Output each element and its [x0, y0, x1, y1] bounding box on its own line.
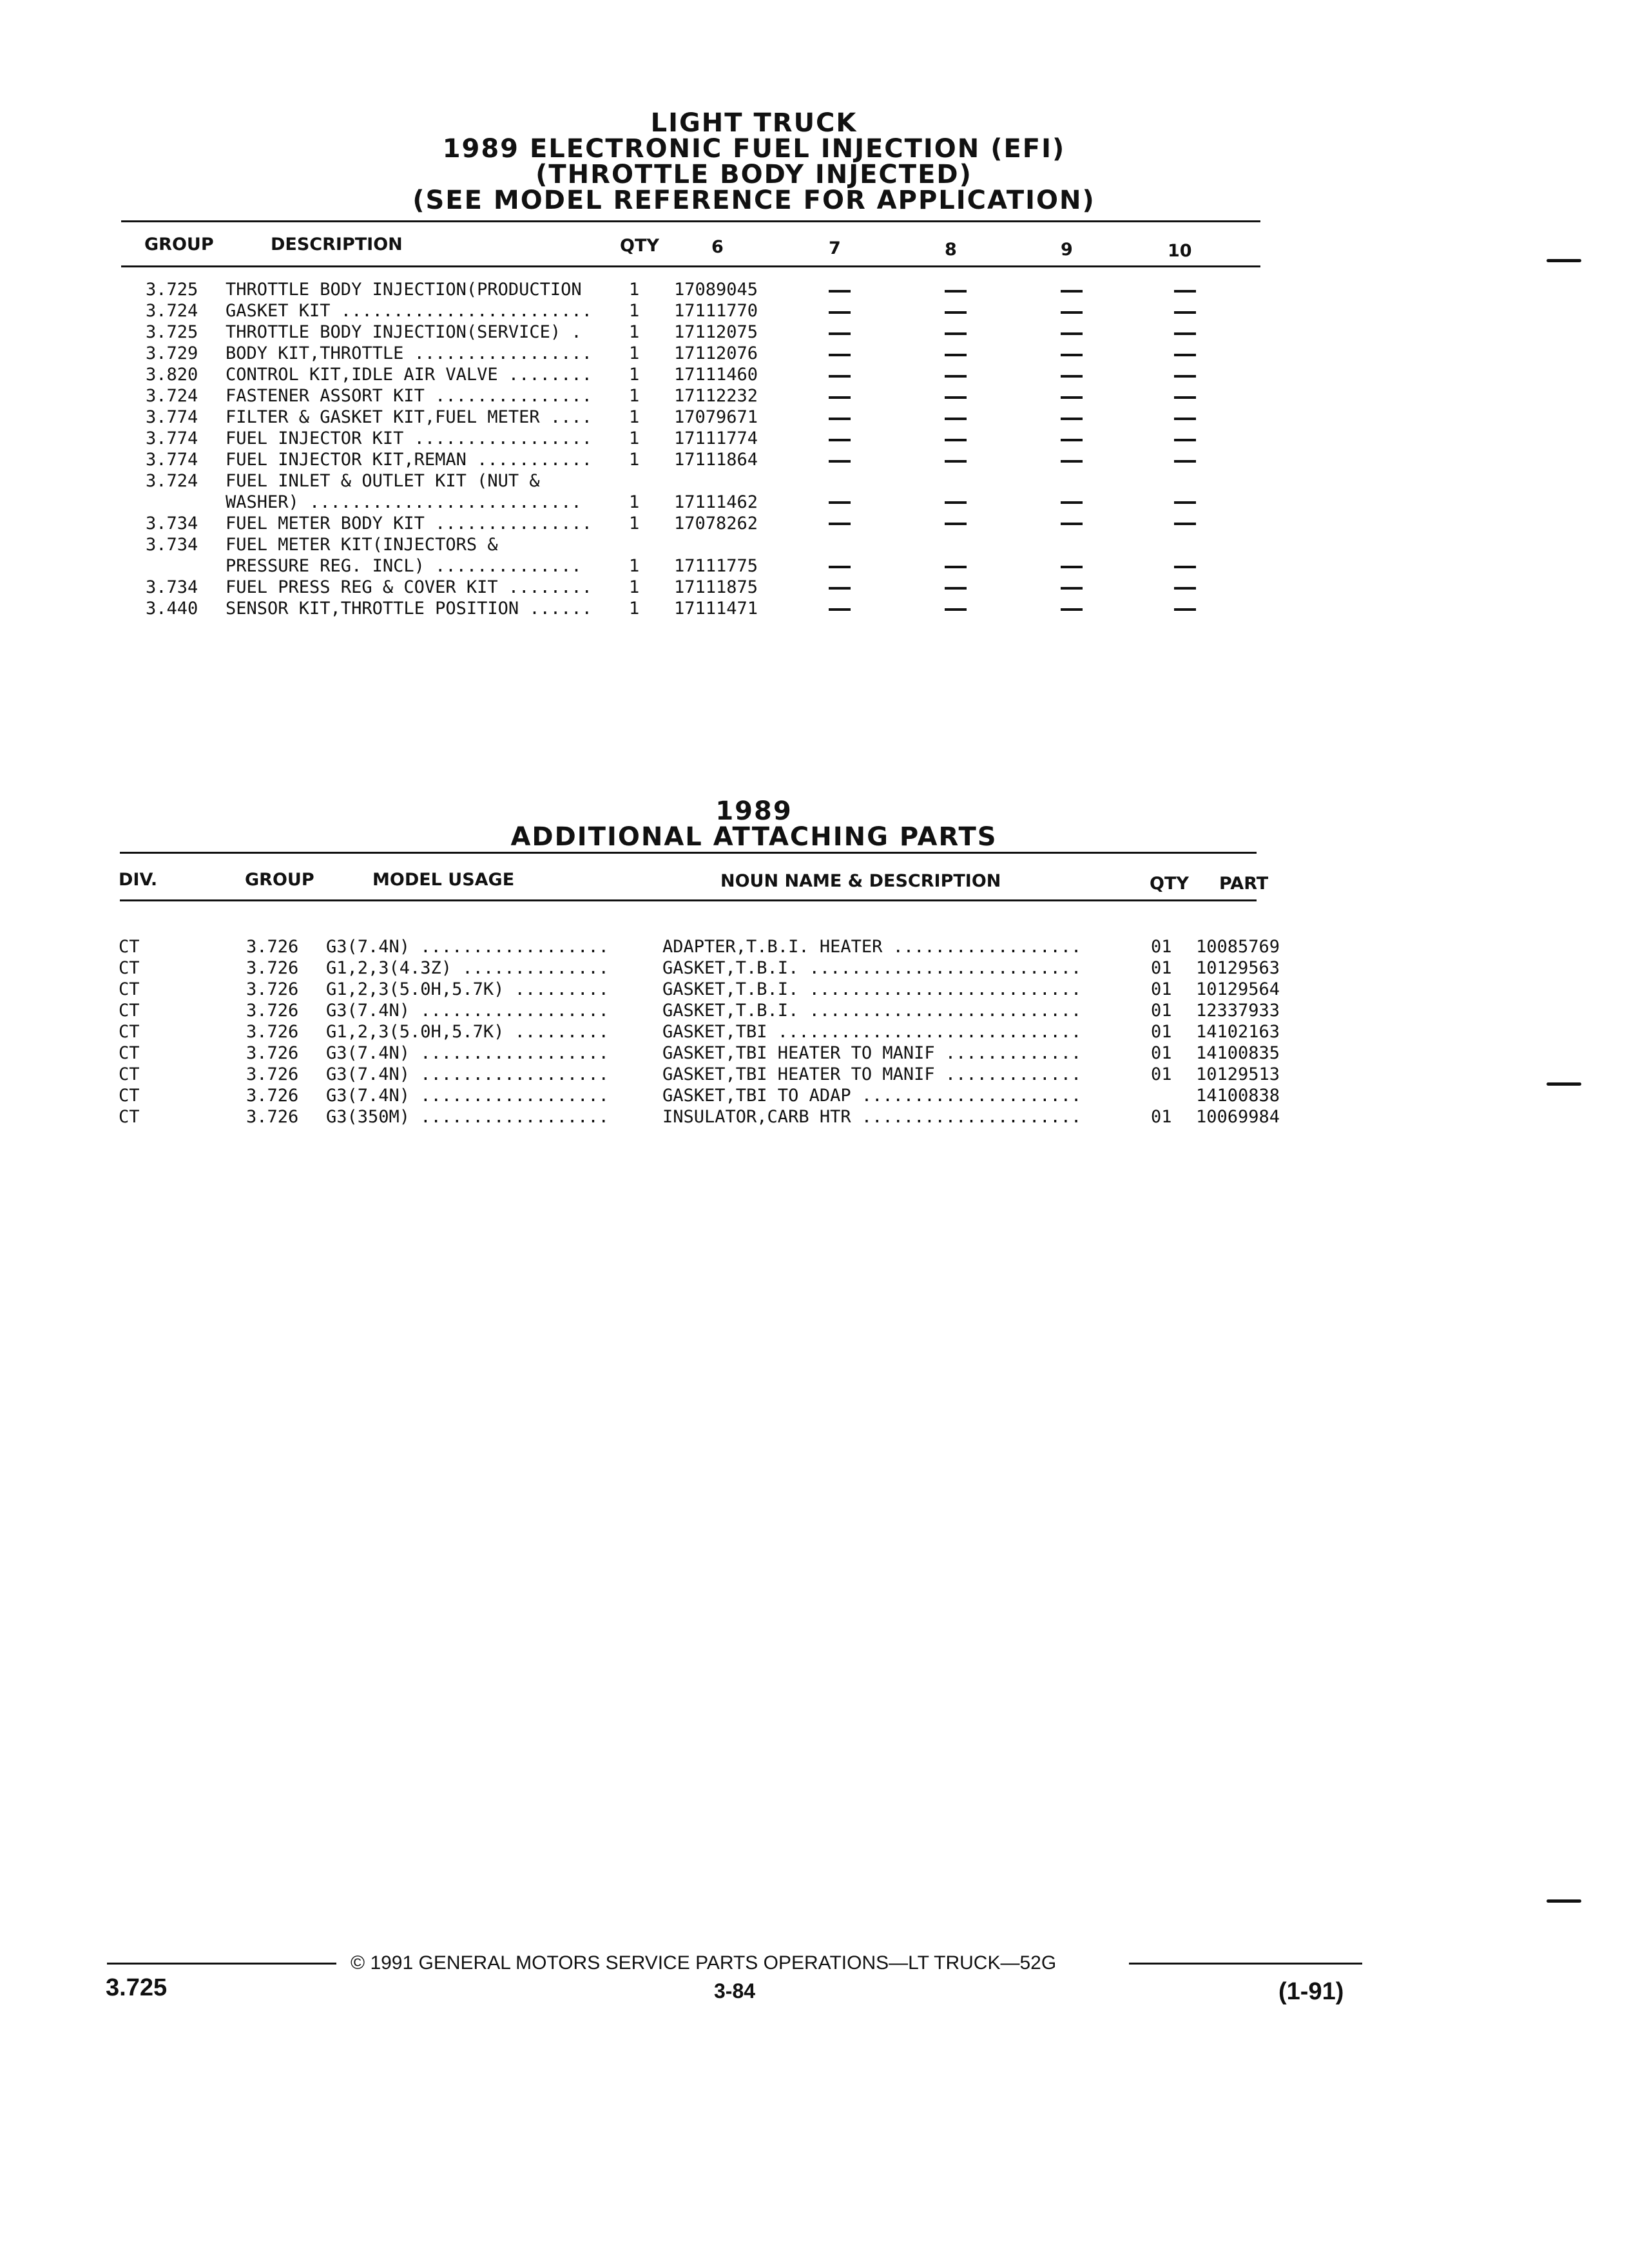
qty-cell: 1	[629, 343, 640, 363]
row-marks	[0, 352, 1629, 374]
row-marks	[0, 437, 1629, 459]
model-usage-cell: G1,2,3(4.3Z) ..............	[326, 958, 609, 978]
dash-mark	[1174, 439, 1196, 441]
dash-mark	[829, 375, 851, 378]
dash-mark	[1174, 460, 1196, 463]
group-cell: 3.774	[146, 428, 198, 448]
part-number-cell: 10129563	[1196, 958, 1280, 978]
noun-cell: INSULATOR,CARB HTR .....................	[662, 1107, 1082, 1127]
noun-cell: GASKET,T.B.I. ..........................	[662, 979, 1082, 999]
part-number-cell: 17112232	[674, 386, 758, 406]
dash-mark	[1174, 332, 1196, 335]
model-usage-cell: G3(7.4N) ..................	[326, 1043, 609, 1063]
group-cell: 3.724	[146, 301, 198, 321]
part-number-cell: 17111774	[674, 428, 758, 448]
part-number-cell: 17079671	[674, 407, 758, 427]
margin-tick	[1547, 1899, 1581, 1903]
noun-cell: GASKET,T.B.I. ..........................	[662, 1001, 1082, 1021]
div-cell: CT	[119, 937, 140, 957]
part-number-cell: 17078262	[674, 514, 758, 533]
page-number: 3-84	[714, 1979, 756, 2003]
dash-mark	[1174, 396, 1196, 399]
model-usage-cell: G3(350M) ..................	[326, 1107, 609, 1127]
div-cell: CT	[119, 1086, 140, 1106]
description-cell: FUEL PRESS REG & COVER KIT ........	[226, 577, 592, 597]
description-cell: THROTTLE BODY INJECTION(PRODUCTION	[226, 280, 582, 300]
part-number-cell: 12337933	[1196, 1001, 1280, 1021]
dash-mark	[829, 354, 851, 356]
dash-mark	[829, 439, 851, 441]
qty-cell: 1	[629, 386, 640, 406]
dash-mark	[1061, 501, 1083, 504]
qty-cell: 01	[1151, 1043, 1172, 1063]
dash-mark	[829, 332, 851, 335]
qty-cell: 1	[629, 577, 640, 597]
dash-mark	[1061, 587, 1083, 590]
description-cell: PRESSURE REG. INCL) ..............	[226, 556, 582, 576]
qty-cell: 1	[629, 322, 640, 342]
title-line: ADDITIONAL ATTACHING PARTS	[510, 822, 998, 852]
title-line: 1989 ELECTRONIC FUEL INJECTION (EFI)	[442, 134, 1066, 164]
dash-mark	[1061, 290, 1083, 293]
part-number-cell: 14102163	[1196, 1022, 1280, 1042]
group-cell: 3.726	[246, 1022, 299, 1042]
group-cell: 3.729	[146, 343, 198, 363]
col-9: 9	[1061, 240, 1073, 260]
dash-mark	[1174, 501, 1196, 504]
part-number-cell: 17111462	[674, 492, 758, 512]
margin-tick	[1547, 259, 1581, 262]
model-usage-cell: G3(7.4N) ..................	[326, 1064, 609, 1084]
dash-mark	[829, 608, 851, 611]
copyright-line: © 1991 GENERAL MOTORS SERVICE PARTS OPERATIONS—LT TRUCK—52G	[351, 1952, 1057, 1974]
table-row	[0, 1022, 1629, 1043]
col-noun-description: NOUN NAME & DESCRIPTION	[720, 871, 1001, 891]
dash-mark	[1174, 418, 1196, 420]
part-number-cell: 17089045	[674, 280, 758, 300]
description-cell: FUEL METER BODY KIT ...............	[226, 514, 592, 533]
header-top-rule	[121, 220, 1260, 222]
dash-mark	[829, 587, 851, 590]
revision-code: (1-91)	[1278, 1978, 1344, 2005]
dash-mark	[945, 566, 967, 568]
col-description: DESCRIPTION	[271, 235, 403, 255]
qty-cell: 1	[629, 492, 640, 512]
row-marks	[0, 395, 1629, 416]
group-cell: 3.734	[146, 514, 198, 533]
table-row	[0, 1043, 1629, 1064]
qty-cell: 01	[1151, 1022, 1172, 1042]
group-cell: 3.724	[146, 471, 198, 491]
table-row	[0, 937, 1629, 958]
div-cell: CT	[119, 1107, 140, 1127]
model-usage-cell: G3(7.4N) ..................	[326, 1086, 609, 1106]
row-marks	[0, 459, 1629, 480]
group-cell: 3.726	[246, 937, 299, 957]
dash-mark	[829, 566, 851, 568]
group-cell: 3.726	[246, 1086, 299, 1106]
description-cell: FILTER & GASKET KIT,FUEL METER ....	[226, 407, 592, 427]
dash-mark	[829, 418, 851, 420]
group-cell: 3.734	[146, 577, 198, 597]
part-number-cell: 14100835	[1196, 1043, 1280, 1063]
dash-mark	[945, 523, 967, 525]
dash-mark	[1061, 375, 1083, 378]
qty-cell: 01	[1151, 1107, 1172, 1127]
qty-cell: 1	[629, 301, 640, 321]
col-part: PART	[1219, 874, 1269, 894]
table-row	[0, 1086, 1629, 1107]
part-number-cell: 17111875	[674, 577, 758, 597]
noun-cell: GASKET,TBI HEATER TO MANIF .............	[662, 1043, 1082, 1063]
qty-cell: 1	[629, 428, 640, 448]
qty-cell: 01	[1151, 958, 1172, 978]
description-cell: BODY KIT,THROTTLE .................	[226, 343, 592, 363]
div-cell: CT	[119, 1064, 140, 1084]
col-8: 8	[945, 240, 957, 260]
dash-mark	[945, 332, 967, 335]
qty-cell: 1	[629, 599, 640, 619]
part-number-cell: 10069984	[1196, 1107, 1280, 1127]
dash-mark	[1061, 608, 1083, 611]
dash-mark	[1174, 290, 1196, 293]
part-number-cell: 17111864	[674, 450, 758, 470]
dash-mark	[945, 501, 967, 504]
dash-mark	[829, 396, 851, 399]
row-marks	[0, 500, 1629, 521]
noun-cell: GASKET,T.B.I. ..........................	[662, 958, 1082, 978]
row-marks	[0, 564, 1629, 586]
dash-mark	[1061, 396, 1083, 399]
model-usage-cell: G1,2,3(5.0H,5.7K) .........	[326, 1022, 609, 1042]
div-cell: CT	[119, 1001, 140, 1021]
model-usage-cell: G3(7.4N) ..................	[326, 937, 609, 957]
model-usage-cell: G1,2,3(5.0H,5.7K) .........	[326, 979, 609, 999]
dash-mark	[829, 290, 851, 293]
section2-top-rule	[120, 852, 1257, 854]
row-marks	[0, 374, 1629, 395]
qty-cell: 1	[629, 514, 640, 533]
description-cell: FUEL INJECTOR KIT,REMAN ...........	[226, 450, 592, 470]
title-line: 1989	[715, 796, 793, 826]
dash-mark	[945, 396, 967, 399]
qty-cell: 01	[1151, 979, 1172, 999]
table-row	[0, 1064, 1629, 1086]
part-number-cell: 14100838	[1196, 1086, 1280, 1106]
div-cell: CT	[119, 1022, 140, 1042]
part-number-cell: 17112075	[674, 322, 758, 342]
group-cell: 3.726	[246, 1064, 299, 1084]
div-cell: CT	[119, 958, 140, 978]
title-line: (SEE MODEL REFERENCE FOR APPLICATION)	[412, 186, 1095, 215]
table-row	[0, 979, 1629, 1001]
footer-left-rule	[107, 1963, 336, 1965]
row-marks	[0, 331, 1629, 352]
col-10: 10	[1168, 241, 1192, 261]
row-marks	[0, 289, 1629, 310]
noun-cell: ADAPTER,T.B.I. HEATER ..................	[662, 937, 1082, 957]
dash-mark	[945, 354, 967, 356]
dash-mark	[1174, 375, 1196, 378]
dash-mark	[1174, 523, 1196, 525]
row-marks	[0, 586, 1629, 607]
group-cell: 3.726	[246, 1043, 299, 1063]
col-group: GROUP	[144, 235, 214, 255]
part-number-cell: 17111775	[674, 556, 758, 576]
dash-mark	[829, 460, 851, 463]
dash-mark	[1174, 608, 1196, 611]
qty-cell: 1	[629, 450, 640, 470]
dash-mark	[945, 439, 967, 441]
qty-cell: 1	[629, 407, 640, 427]
description-cell: CONTROL KIT,IDLE AIR VALVE ........	[226, 365, 592, 385]
title-line: LIGHT TRUCK	[650, 108, 858, 138]
dash-mark	[1061, 523, 1083, 525]
header-bottom-rule	[121, 265, 1260, 267]
dash-mark	[945, 375, 967, 378]
table-row	[0, 958, 1629, 979]
dash-mark	[1174, 566, 1196, 568]
dash-mark	[1174, 354, 1196, 356]
group-cell: 3.726	[246, 1001, 299, 1021]
noun-cell: GASKET,TBI HEATER TO MANIF .............	[662, 1064, 1082, 1084]
group-cell: 3.734	[146, 535, 198, 555]
dash-mark	[945, 311, 967, 314]
col-7: 7	[829, 238, 841, 258]
part-number-cell: 17111770	[674, 301, 758, 321]
table-row	[0, 1107, 1629, 1128]
row-marks	[0, 416, 1629, 437]
part-number-cell: 17111460	[674, 365, 758, 385]
footer-right-rule	[1129, 1963, 1362, 1965]
dash-mark	[829, 501, 851, 504]
description-cell: WASHER) ..........................	[226, 492, 582, 512]
dash-mark	[829, 523, 851, 525]
part-number-cell: 10085769	[1196, 937, 1280, 957]
qty-cell: 01	[1151, 937, 1172, 957]
description-cell: SENSOR KIT,THROTTLE POSITION ......	[226, 599, 592, 619]
dash-mark	[1061, 311, 1083, 314]
group-cell: 3.774	[146, 407, 198, 427]
col-div: DIV.	[119, 870, 158, 890]
div-cell: CT	[119, 979, 140, 999]
div-cell: CT	[119, 1043, 140, 1063]
qty-cell: 1	[629, 365, 640, 385]
model-usage-cell: G3(7.4N) ..................	[326, 1001, 609, 1021]
dash-mark	[945, 608, 967, 611]
dash-mark	[1174, 587, 1196, 590]
part-number-cell: 10129513	[1196, 1064, 1280, 1084]
col-qty: QTY	[1150, 874, 1189, 894]
group-cell: 3.774	[146, 450, 198, 470]
col-group: GROUP	[245, 870, 314, 890]
row-marks	[0, 310, 1629, 331]
group-cell: 3.440	[146, 599, 198, 619]
group-cell: 3.725	[146, 280, 198, 300]
row-marks	[0, 521, 1629, 543]
noun-cell: GASKET,TBI .............................	[662, 1022, 1082, 1042]
group-cell: 3.726	[246, 1107, 299, 1127]
section-code: 3.725	[106, 1974, 168, 2001]
part-number-cell: 17111471	[674, 599, 758, 619]
col-qty: QTY	[620, 236, 659, 256]
group-cell: 3.724	[146, 386, 198, 406]
dash-mark	[1061, 460, 1083, 463]
group-cell: 3.726	[246, 979, 299, 999]
dash-mark	[945, 587, 967, 590]
table-row	[0, 1001, 1629, 1022]
part-number-cell: 10129564	[1196, 979, 1280, 999]
qty-cell: 01	[1151, 1001, 1172, 1021]
description-cell: FUEL INLET & OUTLET KIT (NUT &	[226, 471, 540, 491]
dash-mark	[829, 311, 851, 314]
title-line: (THROTTLE BODY INJECTED)	[535, 160, 972, 189]
dash-mark	[1061, 332, 1083, 335]
qty-cell: 1	[629, 280, 640, 300]
group-cell: 3.725	[146, 322, 198, 342]
dash-mark	[1174, 311, 1196, 314]
col-6: 6	[711, 237, 724, 257]
description-cell: FUEL INJECTOR KIT .................	[226, 428, 592, 448]
dash-mark	[945, 418, 967, 420]
part-number-cell: 17112076	[674, 343, 758, 363]
margin-tick	[1547, 1082, 1581, 1086]
dash-mark	[1061, 439, 1083, 441]
group-cell: 3.726	[246, 958, 299, 978]
qty-cell: 01	[1151, 1064, 1172, 1084]
group-cell: 3.820	[146, 365, 198, 385]
dash-mark	[945, 290, 967, 293]
section2-bottom-rule	[120, 899, 1257, 901]
description-cell: FUEL METER KIT(INJECTORS &	[226, 535, 498, 555]
description-cell: THROTTLE BODY INJECTION(SERVICE) .	[226, 322, 582, 342]
noun-cell: GASKET,TBI TO ADAP .....................	[662, 1086, 1082, 1106]
dash-mark	[1061, 566, 1083, 568]
dash-mark	[945, 460, 967, 463]
qty-cell: 1	[629, 556, 640, 576]
description-cell: FASTENER ASSORT KIT ...............	[226, 386, 592, 406]
dash-mark	[1061, 354, 1083, 356]
row-marks	[0, 607, 1629, 628]
description-cell: GASKET KIT ........................	[226, 301, 592, 321]
col-model-usage: MODEL USAGE	[372, 870, 515, 890]
dash-mark	[1061, 418, 1083, 420]
